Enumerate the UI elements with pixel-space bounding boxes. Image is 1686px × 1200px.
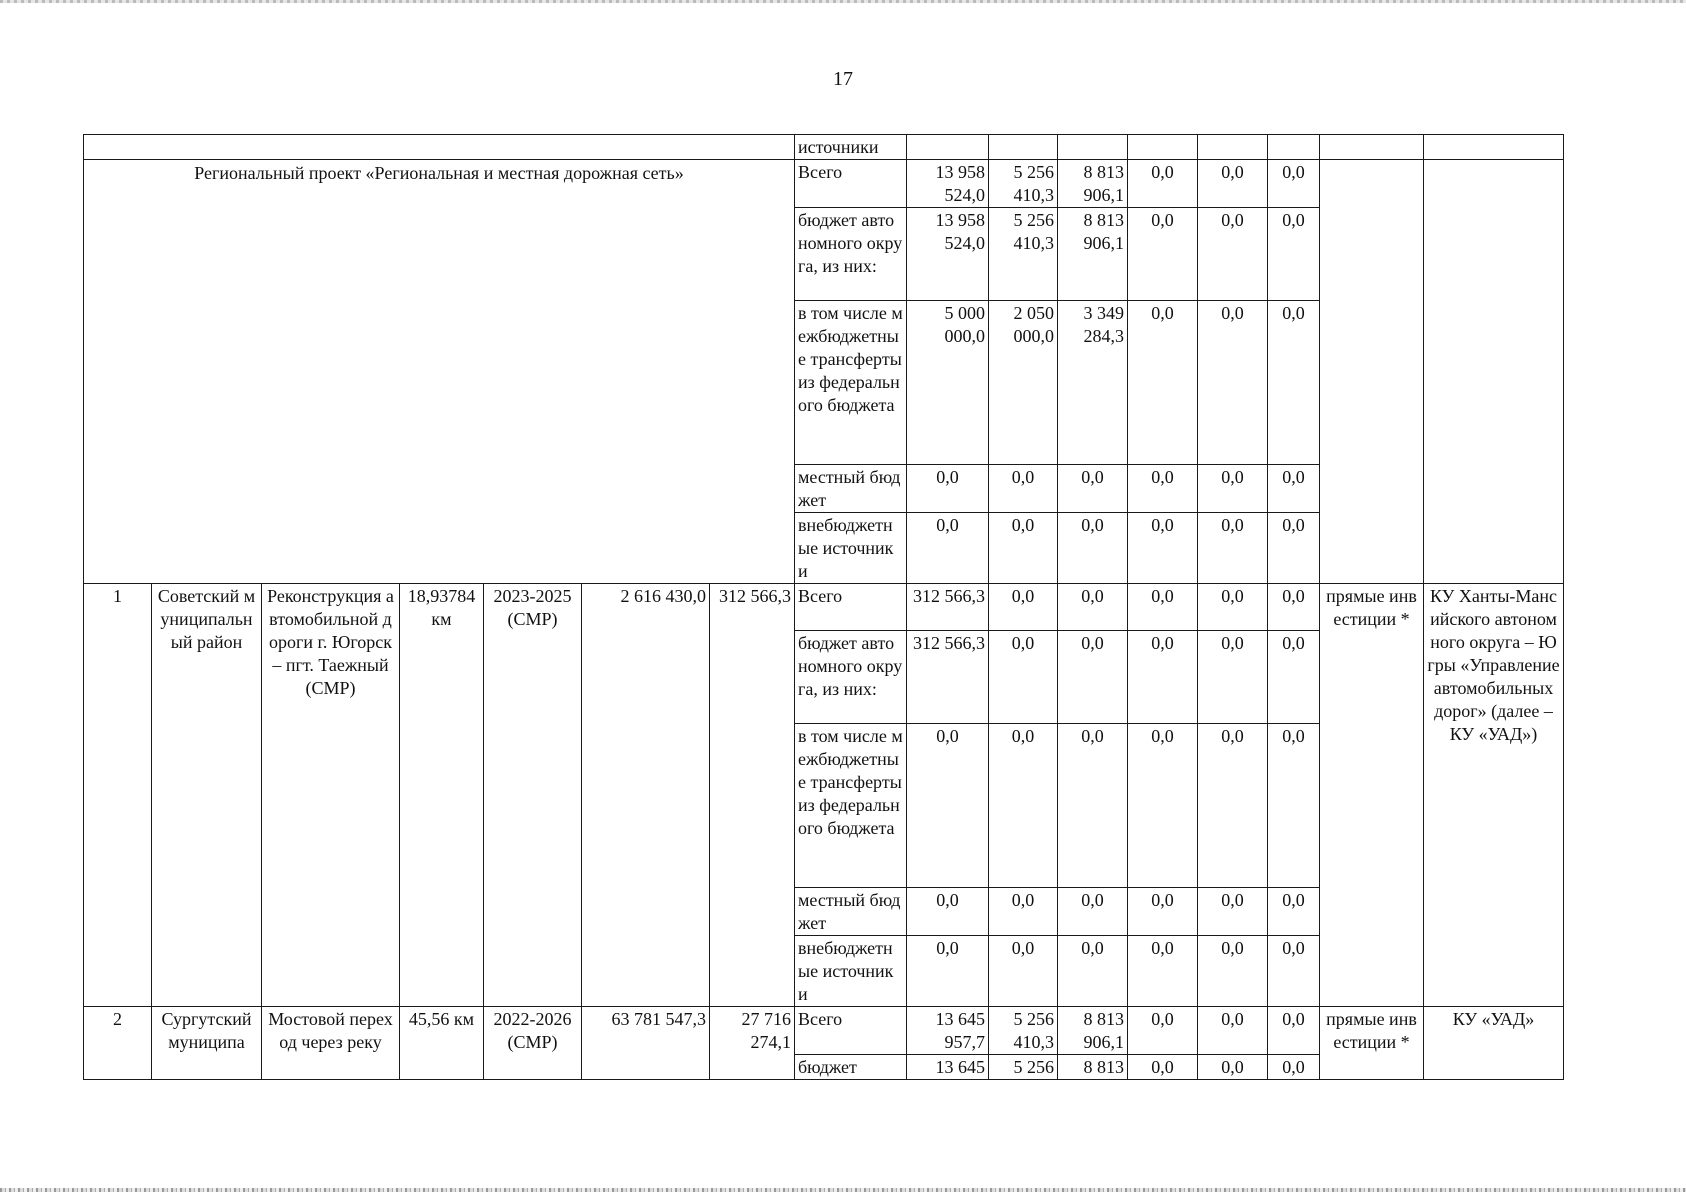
- value-cell: 0,0: [1058, 724, 1128, 888]
- source-cell: бюджет: [795, 1055, 907, 1080]
- value-cell: 0,0: [1268, 631, 1320, 724]
- empty-cell: [1320, 160, 1424, 584]
- period-cell: 2022-2026 (СМР): [484, 1007, 582, 1080]
- value-cell: 0,0: [989, 888, 1058, 936]
- value-cell: 0,0: [1198, 584, 1268, 631]
- page-number: 17: [833, 68, 853, 90]
- cost-cell: 63 781 547,3: [582, 1007, 710, 1080]
- empty-cell: [1198, 135, 1268, 160]
- value-cell: 2 050 000,0: [989, 301, 1058, 465]
- object-number: 2: [84, 1007, 152, 1080]
- value-cell: 0,0: [1128, 724, 1198, 888]
- value-cell: 5 256: [989, 1055, 1058, 1080]
- source-cell: Всего: [795, 1007, 907, 1055]
- value-cell: 8 813 906,1: [1058, 160, 1128, 208]
- customer-cell: КУ «УАД»: [1424, 1007, 1564, 1080]
- value-cell: 0,0: [1198, 888, 1268, 936]
- value-cell: 0,0: [1128, 1007, 1198, 1055]
- source-cell: Всего: [795, 584, 907, 631]
- value-cell: 0,0: [1128, 584, 1198, 631]
- value-cell: 0,0: [1198, 631, 1268, 724]
- empty-cell: [1058, 135, 1128, 160]
- value-cell: 0,0: [1128, 513, 1198, 584]
- municipality-cell: Сургутский муниципа: [152, 1007, 262, 1080]
- value-cell: 0,0: [1198, 160, 1268, 208]
- source-cell: в том числе межбюджетные трансферты из федерального бюджета: [795, 301, 907, 465]
- value-cell: 0,0: [1268, 584, 1320, 631]
- capacity-cell: 18,93784 км: [400, 584, 484, 1007]
- value-cell: 8 813 906,1: [1058, 208, 1128, 301]
- value-cell: 0,0: [1198, 465, 1268, 513]
- value-cell: 0,0: [1268, 160, 1320, 208]
- value-cell: 0,0: [989, 513, 1058, 584]
- mechanism-cell: прямые инвестиции *: [1320, 1007, 1424, 1080]
- value-cell: 0,0: [989, 936, 1058, 1007]
- table-row: [84, 584, 1564, 631]
- source-cell: местный бюджет: [795, 888, 907, 936]
- value-cell: 0,0: [1198, 724, 1268, 888]
- value-cell: 0,0: [907, 888, 989, 936]
- value-cell: 0,0: [1128, 888, 1198, 936]
- value-cell: 0,0: [1198, 1007, 1268, 1055]
- value-cell: 312 566,3: [907, 631, 989, 724]
- value-cell: 5 000 000,0: [907, 301, 989, 465]
- empty-cell: [989, 135, 1058, 160]
- project-title: Региональный проект «Региональная и местная дорожная сеть»: [84, 160, 795, 584]
- empty-cell: [1268, 135, 1320, 160]
- object-name-cell: Реконструкция автомобильной дороги г. Югорск – пгт. Таежный (СМР): [262, 584, 400, 1007]
- value-cell: 3 349 284,3: [1058, 301, 1128, 465]
- period-cell: 2023-2025 (СМР): [484, 584, 582, 1007]
- table-row: [84, 160, 1564, 208]
- value-cell: 0,0: [1268, 1055, 1320, 1080]
- value-cell: 13 645: [907, 1055, 989, 1080]
- value-cell: 0,0: [1128, 631, 1198, 724]
- value-cell: 0,0: [1058, 584, 1128, 631]
- object-name-cell: Мостовой переход через реку: [262, 1007, 400, 1080]
- remaining-cost-cell: 312 566,3: [710, 584, 795, 1007]
- value-cell: 13 958 524,0: [907, 160, 989, 208]
- value-cell: 0,0: [1198, 936, 1268, 1007]
- table-row: [84, 1007, 1564, 1055]
- source-cell: бюджет автономного округа, из них:: [795, 631, 907, 724]
- value-cell: 0,0: [989, 584, 1058, 631]
- object-number: 1: [84, 584, 152, 1007]
- value-cell: 0,0: [907, 513, 989, 584]
- value-cell: 0,0: [1058, 513, 1128, 584]
- value-cell: 0,0: [1198, 301, 1268, 465]
- scan-edge-top: [0, 0, 1686, 3]
- empty-cell: [1320, 135, 1424, 160]
- value-cell: 0,0: [1128, 208, 1198, 301]
- value-cell: 0,0: [989, 465, 1058, 513]
- value-cell: 0,0: [1268, 1007, 1320, 1055]
- value-cell: 0,0: [907, 724, 989, 888]
- source-cell: местный бюджет: [795, 465, 907, 513]
- customer-cell: КУ Ханты-Мансийского автономного округа – Югры «Управление автомобильных дорог» (далее – КУ «УАД»): [1424, 584, 1564, 1007]
- value-cell: 0,0: [1058, 465, 1128, 513]
- value-cell: 0,0: [1128, 936, 1198, 1007]
- value-cell: 0,0: [1268, 465, 1320, 513]
- capacity-cell: 45,56 км: [400, 1007, 484, 1080]
- value-cell: 0,0: [1058, 631, 1128, 724]
- value-cell: 13 645 957,7: [907, 1007, 989, 1055]
- empty-cell: [1424, 135, 1564, 160]
- remaining-cost-cell: 27 716 274,1: [710, 1007, 795, 1080]
- empty-cell: [1128, 135, 1198, 160]
- budget-table: [83, 134, 1564, 1080]
- mechanism-cell: прямые инвестиции *: [1320, 584, 1424, 1007]
- value-cell: 0,0: [1128, 301, 1198, 465]
- value-cell: 0,0: [1058, 936, 1128, 1007]
- value-cell: 5 256 410,3: [989, 1007, 1058, 1055]
- municipality-cell: Советский муниципальный район: [152, 584, 262, 1007]
- value-cell: 8 813 906,1: [1058, 1007, 1128, 1055]
- value-cell: 0,0: [1268, 936, 1320, 1007]
- source-cell: внебюджетные источники: [795, 513, 907, 584]
- value-cell: 0,0: [989, 631, 1058, 724]
- empty-cell: [907, 135, 989, 160]
- value-cell: 0,0: [1128, 1055, 1198, 1080]
- value-cell: 0,0: [1128, 465, 1198, 513]
- value-cell: 0,0: [1198, 1055, 1268, 1080]
- value-cell: 0,0: [1198, 208, 1268, 301]
- continuation-row: [84, 135, 1564, 160]
- value-cell: 0,0: [1128, 160, 1198, 208]
- value-cell: 0,0: [1268, 513, 1320, 584]
- source-cell: бюджет автономного округа, из них:: [795, 208, 907, 301]
- source-cell: Всего: [795, 160, 907, 208]
- value-cell: 0,0: [1058, 888, 1128, 936]
- source-cell: источники: [795, 135, 907, 160]
- value-cell: 0,0: [1268, 208, 1320, 301]
- value-cell: 0,0: [1198, 513, 1268, 584]
- value-cell: 13 958 524,0: [907, 208, 989, 301]
- empty-cell: [1424, 160, 1564, 584]
- cost-cell: 2 616 430,0: [582, 584, 710, 1007]
- value-cell: 0,0: [989, 724, 1058, 888]
- value-cell: 5 256 410,3: [989, 160, 1058, 208]
- source-cell: внебюджетные источники: [795, 936, 907, 1007]
- value-cell: 0,0: [1268, 301, 1320, 465]
- value-cell: 8 813: [1058, 1055, 1128, 1080]
- value-cell: 0,0: [1268, 724, 1320, 888]
- value-cell: 0,0: [907, 936, 989, 1007]
- value-cell: 0,0: [907, 465, 989, 513]
- empty-cell: [84, 135, 795, 160]
- source-cell: в том числе межбюджетные трансферты из федерального бюджета: [795, 724, 907, 888]
- value-cell: 312 566,3: [907, 584, 989, 631]
- value-cell: 5 256 410,3: [989, 208, 1058, 301]
- scan-edge-bottom: [0, 1188, 1686, 1192]
- value-cell: 0,0: [1268, 888, 1320, 936]
